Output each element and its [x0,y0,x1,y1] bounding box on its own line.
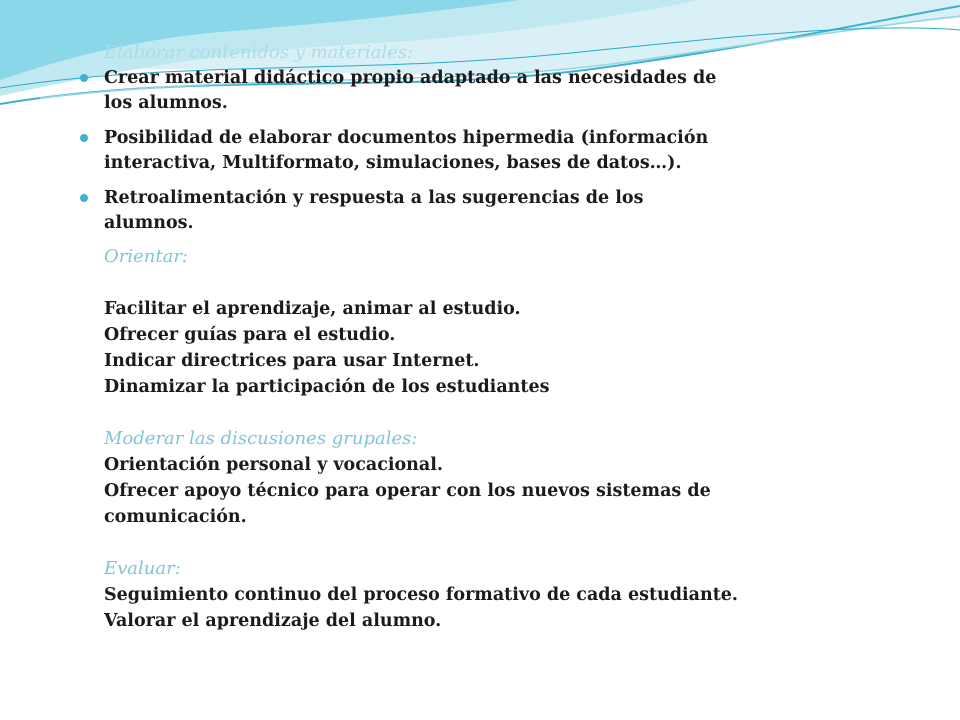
bullet-icon [80,194,88,202]
text-line: Valorar el aprendizaje del alumno. [104,611,442,631]
text-line: Ofrecer apoyo técnico para operar con los nuevos sistemas de comunicación. [104,481,711,527]
list-item [78,126,738,176]
text-line: Dinamizar la participación de los estudiantes [104,377,550,397]
bullet-icon [80,134,88,142]
bullet-text: Crear material didáctico propio adaptado a las necesidades de los alumnos. [104,68,717,113]
heading-evaluar: Evaluar: [104,558,181,579]
text-line: Ofrecer guías para el estudio. [104,325,396,345]
moderar-lines [104,452,738,530]
text-line: Indicar directrices para usar Internet. [104,351,480,371]
list-item [78,66,738,116]
bullet-text: Retroalimentación y respuesta a las sugerencias de los alumnos. [104,188,644,233]
list-item [78,186,738,236]
bullet-icon [80,74,88,82]
text-line: Orientación personal y vocacional. [104,455,443,475]
heading-orientar: Orientar: [104,246,188,267]
orientar-lines [104,296,738,400]
bullet-list [78,66,738,236]
heading-elaborar: Elaborar contenidos y materiales: [104,42,414,63]
heading-moderar: Moderar las discusiones grupales: [104,428,418,449]
slide-content [78,40,738,634]
text-line: Facilitar el aprendizaje, animar al estudio. [104,299,521,319]
evaluar-lines [104,582,738,634]
bullet-text: Posibilidad de elaborar documentos hipermedia (información interactiva, Multiformato, simulaciones, bases de datos…). [104,128,709,173]
text-line: Seguimiento continuo del proceso formativo de cada estudiante. [104,585,739,605]
